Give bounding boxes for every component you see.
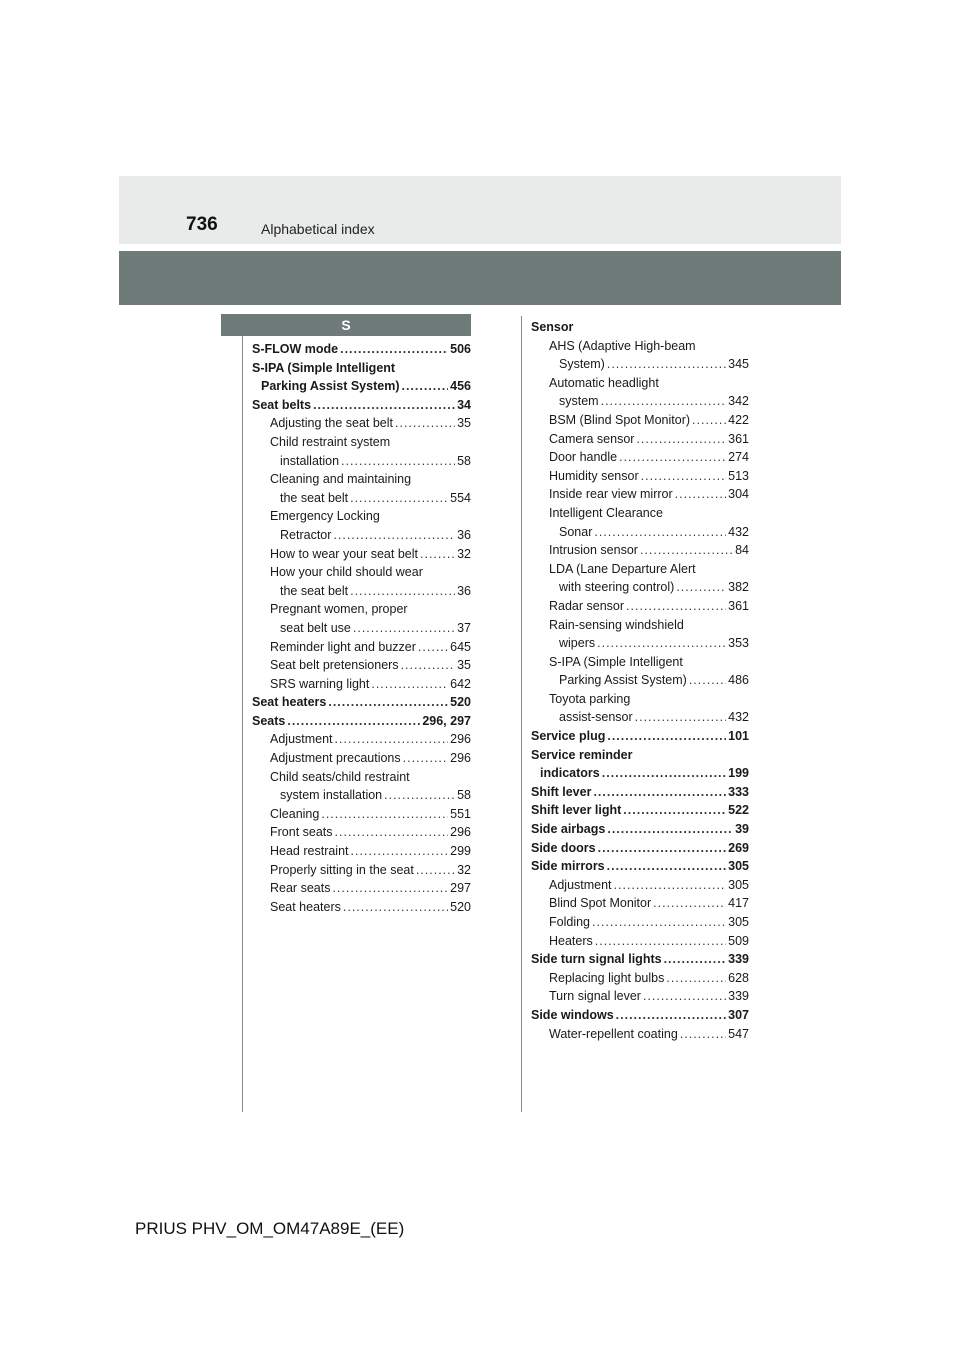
entry-term: Shift lever light [531, 803, 622, 818]
entry-term: Cleaning [270, 806, 320, 821]
dot-leader [313, 396, 455, 415]
dot-leader [598, 839, 727, 858]
entry-page-number: 296 [450, 825, 471, 840]
index-entry [531, 932, 749, 951]
entry-page-number: 299 [450, 844, 471, 859]
entry-term: Humidity sensor [549, 468, 639, 483]
entry-term: Side mirrors [531, 859, 605, 874]
entry-term: system installation [280, 788, 383, 803]
index-entry [531, 671, 749, 690]
entry-term: Radar sensor [549, 598, 625, 613]
column-rule-left [242, 336, 243, 1112]
index-entry-line: Automatic headlight [549, 375, 659, 390]
dot-leader [595, 932, 726, 951]
index-entry [531, 448, 749, 467]
entry-term: Side windows [531, 1007, 614, 1022]
index-entry [531, 950, 749, 969]
dot-leader [328, 693, 448, 712]
dot-leader [335, 823, 449, 842]
dot-leader [601, 392, 727, 411]
entry-page-number: 307 [728, 1007, 749, 1022]
entry-term: Front seats [270, 825, 333, 840]
index-entry [252, 861, 471, 880]
index-entry [531, 801, 749, 820]
entry-term: Heaters [549, 933, 593, 948]
dot-leader [350, 489, 448, 508]
entry-page-number: 456 [450, 379, 471, 394]
entry-page-number: 36 [457, 583, 471, 598]
dot-leader [653, 894, 726, 913]
index-entry-line: LDA (Lane Departure Alert [549, 561, 696, 576]
entry-term: Seats [252, 713, 286, 728]
entry-page-number: 34 [457, 397, 471, 412]
index-entry [252, 712, 471, 731]
entry-term: Adjustment [549, 877, 612, 892]
entry-page-number: 297 [450, 881, 471, 896]
index-entry-line: S-IPA (Simple Intelligent [549, 654, 683, 669]
entry-page-number: 353 [728, 636, 749, 651]
index-entry-line: Child restraint system [270, 434, 391, 449]
entry-term: Adjustment [270, 732, 333, 747]
entry-term: Rear seats [270, 881, 331, 896]
index-entry [252, 377, 471, 396]
index-entry-line: Service reminder [531, 747, 633, 762]
dot-leader [350, 582, 455, 601]
index-entry [531, 485, 749, 504]
dot-leader [287, 712, 420, 731]
index-entry [252, 898, 471, 917]
entry-page-number: 554 [450, 490, 471, 505]
index-entry-line: Child seats/child restraint [270, 769, 410, 784]
dot-leader [623, 801, 726, 820]
index-entry [531, 1006, 749, 1025]
dot-leader [664, 950, 727, 969]
dot-leader [635, 708, 727, 727]
entry-term: Head restraint [270, 844, 349, 859]
entry-term: indicators [540, 766, 600, 781]
document-code-footer: PRIUS PHV_OM_OM47A89E_(EE) [135, 1219, 405, 1238]
dot-leader [593, 783, 726, 802]
entry-page-number: 269 [728, 840, 749, 855]
index-entry [531, 430, 749, 449]
index-entry-line: Intelligent Clearance [549, 505, 663, 520]
dot-leader [619, 448, 726, 467]
index-entry-line: AHS (Adaptive High-beam [549, 338, 696, 353]
index-entry [531, 541, 749, 560]
index-entry [531, 764, 749, 783]
entry-page-number: 382 [728, 580, 749, 595]
index-entry [531, 987, 749, 1006]
entry-page-number: 506 [450, 342, 471, 356]
index-entry-line: Emergency Locking [270, 509, 380, 524]
entry-term: Side airbags [531, 822, 606, 837]
entry-page-number: 274 [728, 450, 749, 465]
entry-page-number: 645 [450, 639, 471, 654]
entry-page-number: 339 [728, 952, 749, 967]
index-entry [531, 467, 749, 486]
index-entry [531, 913, 749, 932]
entry-term: SRS warning light [270, 676, 370, 691]
dot-leader [371, 675, 448, 694]
entry-page-number: 513 [728, 468, 749, 483]
entry-term: installation [280, 453, 340, 468]
index-entry [252, 842, 471, 861]
entry-page-number: 551 [450, 806, 471, 821]
entry-page-number: 304 [728, 487, 749, 502]
header-band [119, 176, 841, 244]
entry-term: Adjusting the seat belt [270, 416, 393, 431]
index-entry [531, 894, 749, 913]
dot-leader [616, 1006, 726, 1025]
dot-leader [607, 857, 727, 876]
index-entry [531, 523, 749, 542]
entry-page-number: 345 [728, 357, 749, 372]
entry-page-number: 305 [728, 877, 749, 892]
entry-term: BSM (Blind Spot Monitor) [549, 412, 691, 427]
entry-page-number: 361 [728, 598, 749, 613]
dot-leader [602, 764, 726, 783]
entry-term: Retractor [280, 527, 332, 542]
index-entry [531, 783, 749, 802]
dot-leader [333, 526, 455, 545]
entry-term: Door handle [549, 450, 618, 465]
entry-page-number: 296 [450, 732, 471, 747]
entry-page-number: 84 [735, 543, 749, 558]
entry-page-number: 32 [457, 546, 471, 561]
dot-leader [594, 523, 726, 542]
dot-leader [636, 430, 726, 449]
index-entry [252, 730, 471, 749]
entry-page-number: 628 [728, 970, 749, 985]
entry-term: Parking Assist System) [559, 673, 687, 688]
entry-page-number: 522 [728, 803, 749, 818]
index-entry [531, 411, 749, 430]
entry-page-number: 305 [728, 859, 749, 874]
dot-leader [666, 969, 726, 988]
index-column-right [531, 318, 749, 1043]
index-entry [531, 392, 749, 411]
entry-page-number: 342 [728, 394, 749, 409]
entry-term: Seat belt pretensioners [270, 658, 399, 673]
entry-page-number: 417 [728, 896, 749, 911]
index-entry [531, 969, 749, 988]
entry-term: System) [559, 357, 605, 372]
dot-leader [341, 452, 455, 471]
dot-leader [592, 913, 726, 932]
index-entry [531, 857, 749, 876]
entry-page-number: 520 [450, 899, 471, 914]
dot-leader [692, 411, 726, 430]
entry-term: the seat belt [280, 490, 349, 505]
dot-leader [614, 876, 727, 895]
index-entry [252, 582, 471, 601]
index-entry [252, 805, 471, 824]
dot-leader [401, 377, 448, 396]
dot-leader [420, 545, 455, 564]
entry-term: assist-sensor [559, 710, 633, 725]
entry-term: the seat belt [280, 583, 349, 598]
entry-page-number: 58 [457, 453, 471, 468]
index-entry-line: Pregnant women, proper [270, 602, 408, 617]
entry-term: Service plug [531, 729, 606, 744]
entry-page-number: 305 [728, 915, 749, 929]
dot-leader [643, 987, 726, 1006]
entry-term: Water-repellent coating [549, 1026, 678, 1041]
entry-term: Camera sensor [549, 431, 635, 446]
entry-page-number: 199 [728, 766, 749, 781]
dot-leader [676, 578, 726, 597]
index-entry [252, 414, 471, 433]
page-number: 736 [186, 214, 218, 235]
index-entry [252, 526, 471, 545]
index-entry [531, 578, 749, 597]
index-entry [252, 452, 471, 471]
entry-page-number: 432 [728, 710, 749, 725]
index-entry [252, 619, 471, 638]
dot-leader [351, 842, 449, 861]
entry-term: system [559, 394, 599, 409]
index-column-left [252, 340, 471, 916]
dot-leader [384, 786, 455, 805]
index-entry-line: Sensor [531, 320, 574, 334]
entry-page-number: 333 [728, 784, 749, 799]
index-entry [531, 876, 749, 895]
entry-term: How to wear your seat belt [270, 546, 418, 561]
dot-leader [416, 861, 455, 880]
entry-term: Shift lever [531, 784, 592, 799]
index-entry [252, 749, 471, 768]
index-entry [531, 355, 749, 374]
index-entry [252, 879, 471, 898]
entry-term: Folding [549, 915, 590, 929]
index-entry [252, 638, 471, 657]
entry-page-number: 509 [728, 933, 749, 948]
entry-term: wipers [559, 636, 596, 651]
entry-page-number: 422 [728, 412, 749, 427]
dot-leader [626, 597, 726, 616]
dot-leader [332, 879, 448, 898]
section-title: Alphabetical index [261, 221, 375, 237]
index-letter-heading: S [221, 314, 471, 336]
entry-term: Intrusion sensor [549, 543, 638, 558]
index-entry [252, 786, 471, 805]
entry-term: Adjustment precautions [270, 751, 401, 766]
entry-page-number: 36 [457, 527, 471, 542]
index-entry-line: S-IPA (Simple Intelligent [252, 360, 396, 375]
entry-term: Seat heaters [270, 899, 341, 914]
entry-page-number: 58 [457, 788, 471, 803]
index-entry [531, 1025, 749, 1044]
index-entry [252, 656, 471, 675]
dot-leader [340, 340, 448, 359]
entry-term: seat belt use [280, 620, 351, 635]
entry-term: Side turn signal lights [531, 952, 662, 967]
entry-page-number: 520 [450, 695, 471, 710]
dot-leader [680, 1025, 726, 1044]
dot-leader [418, 638, 448, 657]
entry-page-number: 35 [457, 416, 471, 431]
dot-leader [335, 730, 449, 749]
entry-term: Seat belts [252, 397, 312, 412]
entry-term: Seat heaters [252, 695, 327, 710]
entry-page-number: 37 [457, 620, 471, 635]
entry-page-number: 486 [728, 673, 749, 688]
entry-page-number: 32 [457, 862, 471, 877]
index-entry [252, 489, 471, 508]
index-entry-line: Cleaning and maintaining [270, 472, 412, 487]
entry-page-number: 642 [450, 676, 471, 691]
entry-term: Replacing light bulbs [549, 970, 665, 985]
index-entry [531, 727, 749, 746]
dot-leader [401, 656, 456, 675]
dot-leader [640, 541, 733, 560]
index-entry [531, 634, 749, 653]
dot-leader [607, 727, 726, 746]
entry-term: with steering control) [559, 580, 675, 595]
index-entry [252, 693, 471, 712]
column-rule-middle [521, 316, 522, 1112]
entry-term: Reminder light and buzzer [270, 639, 416, 654]
dot-leader [403, 749, 449, 768]
entry-page-number: 39 [735, 822, 749, 837]
dot-leader [343, 898, 448, 917]
entry-page-number: 296 [450, 751, 471, 766]
entry-term: Inside rear view mirror [549, 487, 673, 502]
index-entry [252, 396, 471, 415]
dot-leader [597, 634, 726, 653]
index-entry [252, 675, 471, 694]
chapter-band [119, 251, 841, 305]
index-entry [531, 708, 749, 727]
dot-leader [607, 820, 733, 839]
dot-leader [689, 671, 726, 690]
index-entry [252, 340, 471, 359]
entry-page-number: 361 [728, 431, 749, 446]
entry-term: Blind Spot Monitor [549, 896, 652, 911]
dot-leader [675, 485, 727, 504]
entry-page-number: 35 [457, 658, 471, 673]
entry-page-number: 339 [728, 989, 749, 1004]
dot-leader [641, 467, 727, 486]
dot-leader [395, 414, 455, 433]
entry-term: Sonar [559, 524, 593, 539]
entry-term: S-FLOW mode [252, 342, 339, 356]
entry-page-number: 296, 297 [422, 713, 471, 728]
entry-term: Side doors [531, 840, 596, 855]
entry-term: Parking Assist System) [261, 379, 400, 394]
dot-leader [353, 619, 455, 638]
index-entry [252, 545, 471, 564]
entry-page-number: 101 [728, 729, 749, 744]
index-entry-line: Toyota parking [549, 691, 631, 706]
index-entry [531, 820, 749, 839]
entry-term: Properly sitting in the seat [270, 862, 414, 877]
dot-leader [321, 805, 448, 824]
index-entry [531, 597, 749, 616]
index-entry-line: How your child should wear [270, 565, 423, 580]
entry-page-number: 547 [728, 1026, 749, 1041]
index-entry [252, 823, 471, 842]
index-entry [531, 839, 749, 858]
entry-term: Turn signal lever [549, 989, 641, 1004]
index-entry-line: Rain-sensing windshield [549, 617, 684, 632]
entry-page-number: 432 [728, 524, 749, 539]
dot-leader [607, 355, 726, 374]
